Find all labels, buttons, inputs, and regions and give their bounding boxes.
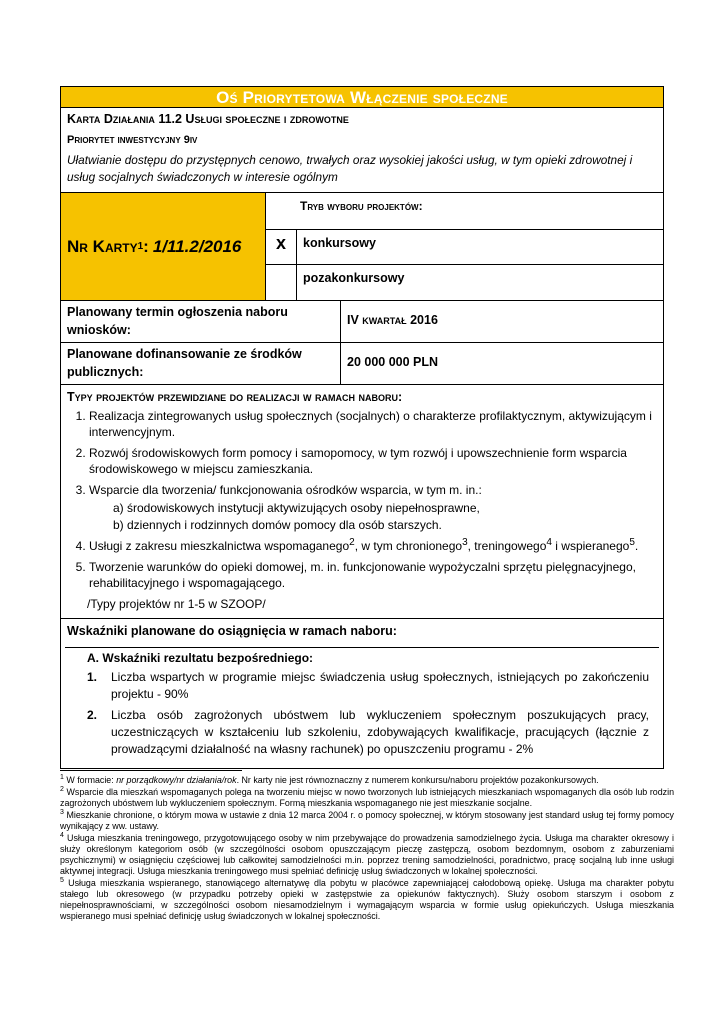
- type-3b: b) dziennych i rodzinnych domów pomocy dla osób starszych.: [113, 518, 442, 532]
- wskazniki: [61, 619, 663, 768]
- termin-label: Planowany termin ogłoszenia naboru wniosków:: [61, 301, 341, 342]
- type-item-1: 1. Realizacja zintegrowanych usług społecznych (socjalnych) o charakterze profilaktycznym, aktywizującym i interwencyjnym.: [89, 408, 657, 440]
- nr-karty-value: 1/11.2/2016: [152, 236, 242, 256]
- tryb-header: Tryb wyboru projektów:: [266, 193, 663, 230]
- type-item-3: 3. Wsparcie dla tworzenia/ funkcjonowania ośrodków wsparcia, w tym m. in.: a) środowiskowych instytucji aktywizujących osoby niepełnosprawne, b) dziennych i rodzinnych domów pomocy dla osób starszych.: [89, 482, 657, 533]
- wskazniki-header: Wskaźniki planowane do osiągnięcia w ramach naboru:: [67, 624, 397, 638]
- footnote-3: $^3$ Mieszkanie chronione, o którym mowa w ustawie z dnia 12 marca 2004 r. o pomocy społecznej, w którym stosowany jest standard usług tej formy pomocy wynikający z ww. ustawy.: [60, 809, 674, 831]
- type-item-2: 2. Rozwój środowiskowych form pomocy i samopomocy, w tym rozwój i upowszechnienie form wsparcia środowiskowego w miejscu zamieszkania.: [89, 445, 657, 477]
- footnote-1: $^1$ W formacie: nr porządkowy/nr działania/rok. Nr karty nie jest równoznaczny z numerem konkursu/naboru projektów pozakonkursowych.: [60, 774, 599, 785]
- tryb-wyboru: [266, 193, 663, 300]
- typy-header: Typy projektów przewidziane do realizacji w ramach naboru:: [67, 390, 403, 404]
- dofinansowanie-value: 20 000 000 PLN: [347, 355, 439, 369]
- priorytet-inwestycyjny: Priorytet inwestycyjny 9iv: [67, 134, 198, 146]
- nr-karty-row: [61, 193, 663, 301]
- type-item-5: 5. Tworzenie warunków do opieki domowej, m. in. funkcjonowanie wypożyczalni sprzętu pielęgnacyjnego, rehabilitacyjnego i wspomagającego.: [89, 559, 657, 591]
- wskaznik-item-2: 2. Liczba osób zagrożonych ubóstwem lub wykluczeniem społecznym poszukujących pracy, uczestniczących w kształceniu lub szkoleniu, zdobywających kwalifikacje, pracujących (łącznie z prowadzącymi działalność na własny rachunek) po opuszczeniu programu - 2%: [87, 708, 649, 756]
- nr-karty-label: Nr Karty: [67, 236, 138, 256]
- footnote-2: $^2$ Wsparcie dla mieszkań wspomaganych polega na tworzeniu miejsc w nowo tworzonych lub istniejących mieszkaniach wspomaganych dla osób lub rodzin zagrożonych ubóstwem lub wykluczeniem społecznym. Formą mieszkania wspomaganego nie jest mieszkanie socjalne.: [60, 786, 674, 808]
- dofinansowanie-label: Planowane dofinansowanie ze środków publicznych:: [61, 343, 341, 384]
- wskaznik-item-1: 1. Liczba wspartych w programie miejsc świadczenia usług społecznych, istniejących po zakończeniu projektu - 90%: [87, 670, 649, 701]
- termin-row: [61, 301, 663, 343]
- wskazniki-rezultatu: [65, 647, 659, 768]
- option-konkursowy-mark: x: [266, 230, 297, 264]
- option-konkursowy: [266, 230, 663, 265]
- dofinansowanie-row: [61, 343, 663, 385]
- option-pozakonkursowy-mark: [266, 265, 297, 300]
- nr-karty-cell: Nr Karty 1 : 1/11.2/2016: [61, 193, 266, 300]
- card-title: Oś Priorytetowa Włączenie społeczne: [61, 87, 663, 108]
- footnote-separator: [60, 770, 242, 771]
- karta-dzialania: Karta Działania 11.2 Usługi społeczne i zdrowotne: [67, 112, 349, 126]
- type-3a: a) środowiskowych instytucji aktywizujących osoby niepełnosprawne,: [113, 501, 480, 515]
- action-card-table: [60, 86, 664, 769]
- type-3-sublist: [89, 500, 657, 533]
- footnotes: [60, 775, 674, 923]
- wskazniki-a-header: A. Wskaźniki rezultatu bezpośredniego:: [87, 651, 314, 665]
- option-pozakonkursowy: [266, 265, 663, 300]
- footnote-5: $^5$ Usługa mieszkania wspieranego, stanowiącego alternatywę dla pobytu w placówce zapewniającej całodobową opiekę. Usługa ma charakter pobytu stałego lub okresowego (w przypadku potrzeby opieki w zastępstwie za opiekunów faktycznych). Służy osobom starszym i osobom z niepełnosprawnościami, w szczególności osobom niesamodzielnym i wymagającym wsparcia w formie usług opiekuńczych. Usługa mieszkania wspieranego musi spełniać definicję usług świadczonych w lokalnej społeczności.: [60, 877, 674, 921]
- type-item-4: 4. Usługi z zakresu mieszkalnictwa wspomaganego$^2$, w tym chronionego$^3$, treningowego$^4$ i wspieranego$^5$.: [89, 538, 657, 554]
- typy-footer: /Typy projektów nr 1-5 w SZOOP/: [87, 597, 266, 611]
- option-pozakonkursowy-label: pozakonkursowy: [303, 271, 405, 285]
- cel-opis: Ułatwianie dostępu do przystępnych cenowo, trwałych oraz wysokiej jakości usług, w tym opieki zdrowotnej i usług socjalnych świadczonych w interesie ogólnym: [67, 153, 633, 184]
- typy-list: [67, 408, 657, 591]
- card-header: [61, 108, 663, 193]
- footnote-4: $^4$ Usługa mieszkania treningowego, przygotowującego osoby w nim przebywające do prowadzenia samodzielnego życia. Usługa ma charakter okresowy i służy określonym kategoriom osób (w szczególności osobom opuszczającym pieczę zastępczą, osobom bezdomnym, osobom z zaburzeniami psychicznymi) w osiągnięciu częściowej lub całkowitej samodzielności m.in. poprzez trening samodzielności, poradnictwo, pracę socjalną lub inne usługi aktywnej integracji. Usługa mieszkania treningowego musi spełniać definicję usług świadczonych w lokalnej społeczności.: [60, 832, 674, 876]
- option-konkursowy-label: konkursowy: [303, 236, 376, 250]
- typy-projektow: [61, 385, 663, 619]
- termin-value: IV kwartał 2016: [347, 313, 438, 327]
